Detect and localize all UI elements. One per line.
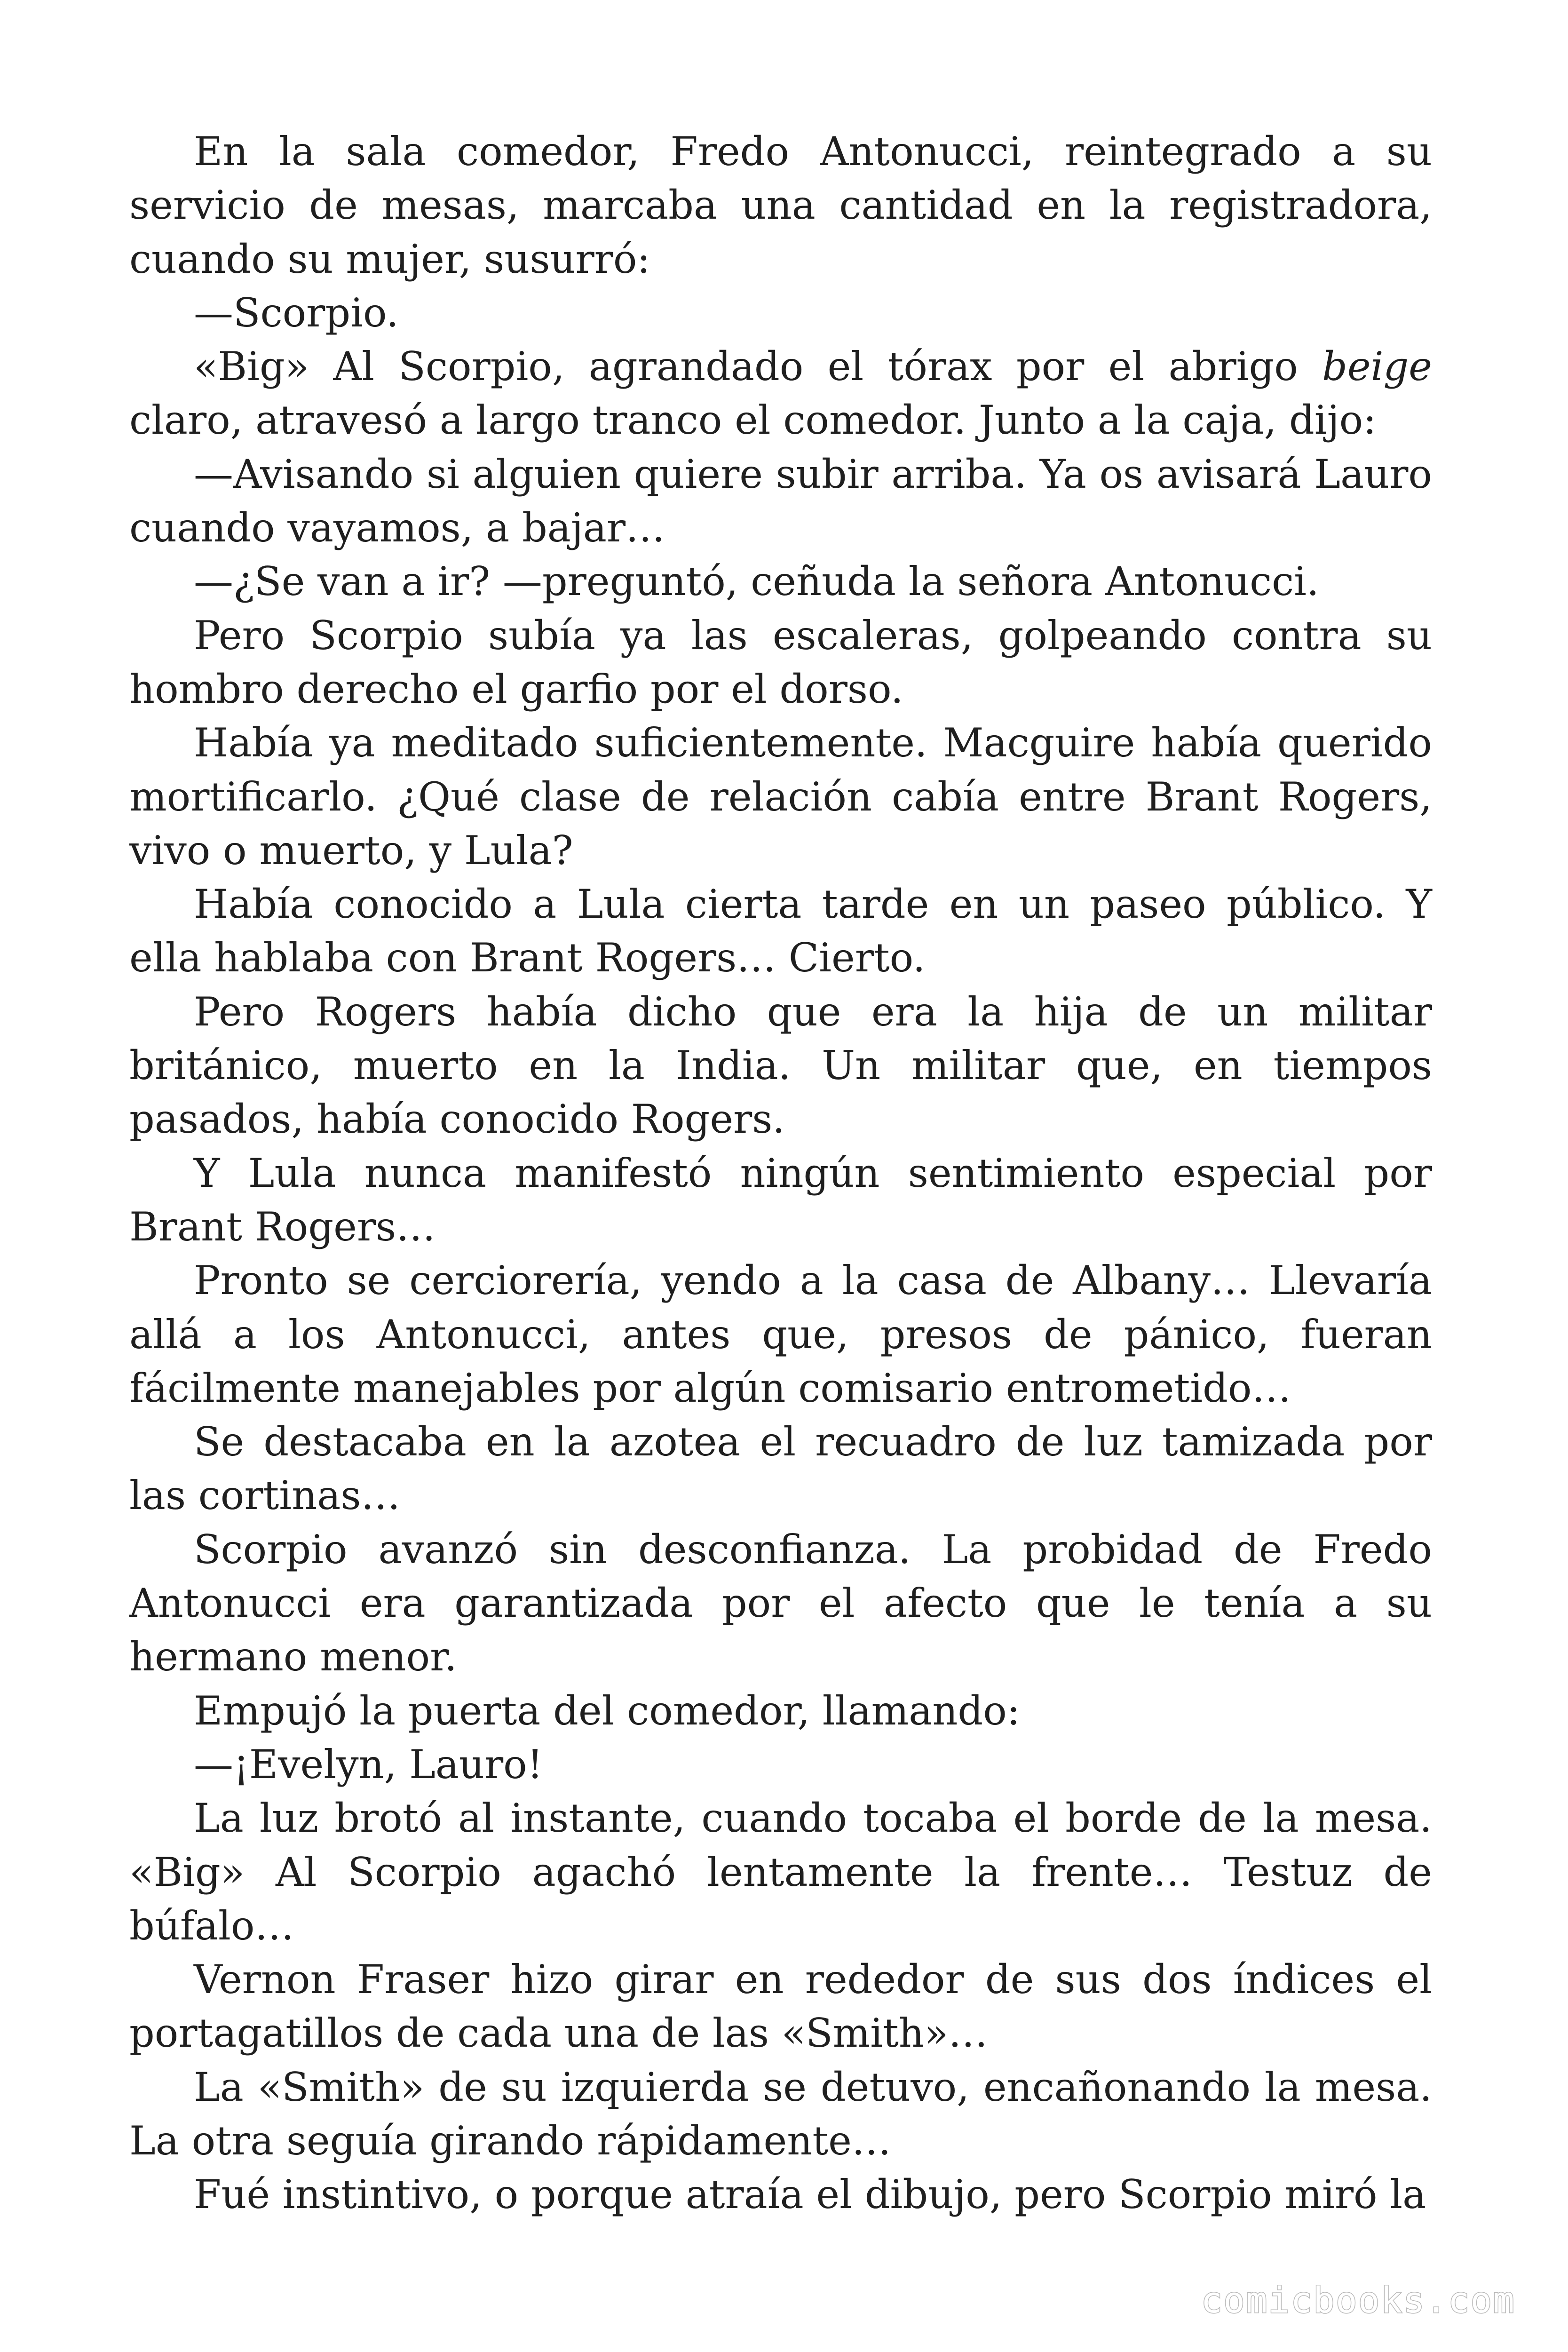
paragraph: Se destacaba en la azotea el recuadro de luz tamizada por las cortinas…	[129, 1419, 1432, 1519]
paragraph: —Avisando si alguien quiere subir arriba. Ya os avisará Lauro cuando vayamos, a bajar…	[129, 451, 1432, 551]
paragraph: Y Lula nunca manifestó ningún sentimiento especial por Brant Rogers…	[129, 1150, 1432, 1250]
watermark-logo: comicbooks.com	[1201, 2279, 1515, 2321]
paragraph: Fué instintivo, o porque atraía el dibujo, pero Scorpio miró la	[194, 2171, 1426, 2218]
italic-word: beige	[1322, 343, 1432, 390]
paragraph: Pero Scorpio subía ya las escaleras, golpeando contra su hombro derecho el garfio por el dorso.	[129, 612, 1432, 712]
paragraph: Vernon Fraser hizo girar en rededor de sus dos índices el portagatillos de cada una de las «Smith»…	[129, 1956, 1432, 2057]
paragraph: —Scorpio.	[194, 289, 399, 336]
paragraph: Scorpio avanzó sin desconfianza. La probidad de Fredo Antonucci era garantizada por el afecto que le tenía a su hermano menor.	[129, 1526, 1432, 1680]
paragraph: —¡Evelyn, Lauro!	[194, 1741, 543, 1788]
paragraph: Pronto se cerciorería, yendo a la casa de Albany… Llevaría allá a los Antonucci, antes que, presos de pánico, fueran fácilmente manejables por algún comisario entrometido…	[129, 1257, 1432, 1411]
paragraph: La «Smith» de su izquierda se detuvo, encañonando la mesa. La otra seguía girando rápidamente…	[129, 2064, 1432, 2164]
body-text	[129, 125, 1432, 2222]
paragraph: La luz brotó al instante, cuando tocaba el borde de la mesa. «Big» Al Scorpio agachó lentamente la frente… Testuz de búfalo…	[129, 1795, 1432, 1949]
paragraph: Había ya meditado suficientemente. Macguire había querido mortificarlo. ¿Qué clase de relación cabía entre Brant Rogers, vivo o muerto, y Lula?	[129, 720, 1432, 874]
paragraph: —¿Se van a ir? —preguntó, ceñuda la señora Antonucci.	[194, 558, 1319, 605]
paragraph: En la sala comedor, Fredo Antonucci, reintegrado a su servicio de mesas, marcaba una cantidad en la registradora, cuando su mujer, susurró:	[129, 128, 1432, 282]
paragraph: «Big» Al Scorpio, agrandado el tórax por el abrigo beige claro, atravesó a largo tranco el comedor. Junto a la caja, dijo:	[129, 343, 1432, 444]
paragraph: Había conocido a Lula cierta tarde en un paseo público. Y ella hablaba con Brant Rogers… Cierto.	[129, 881, 1432, 981]
paragraph: Pero Rogers había dicho que era la hija de un militar británico, muerto en la India. Un militar que, en tiempos pasados, había conocido Rogers.	[129, 988, 1432, 1143]
paragraph: Empujó la puerta del comedor, llamando:	[194, 1687, 1021, 1734]
